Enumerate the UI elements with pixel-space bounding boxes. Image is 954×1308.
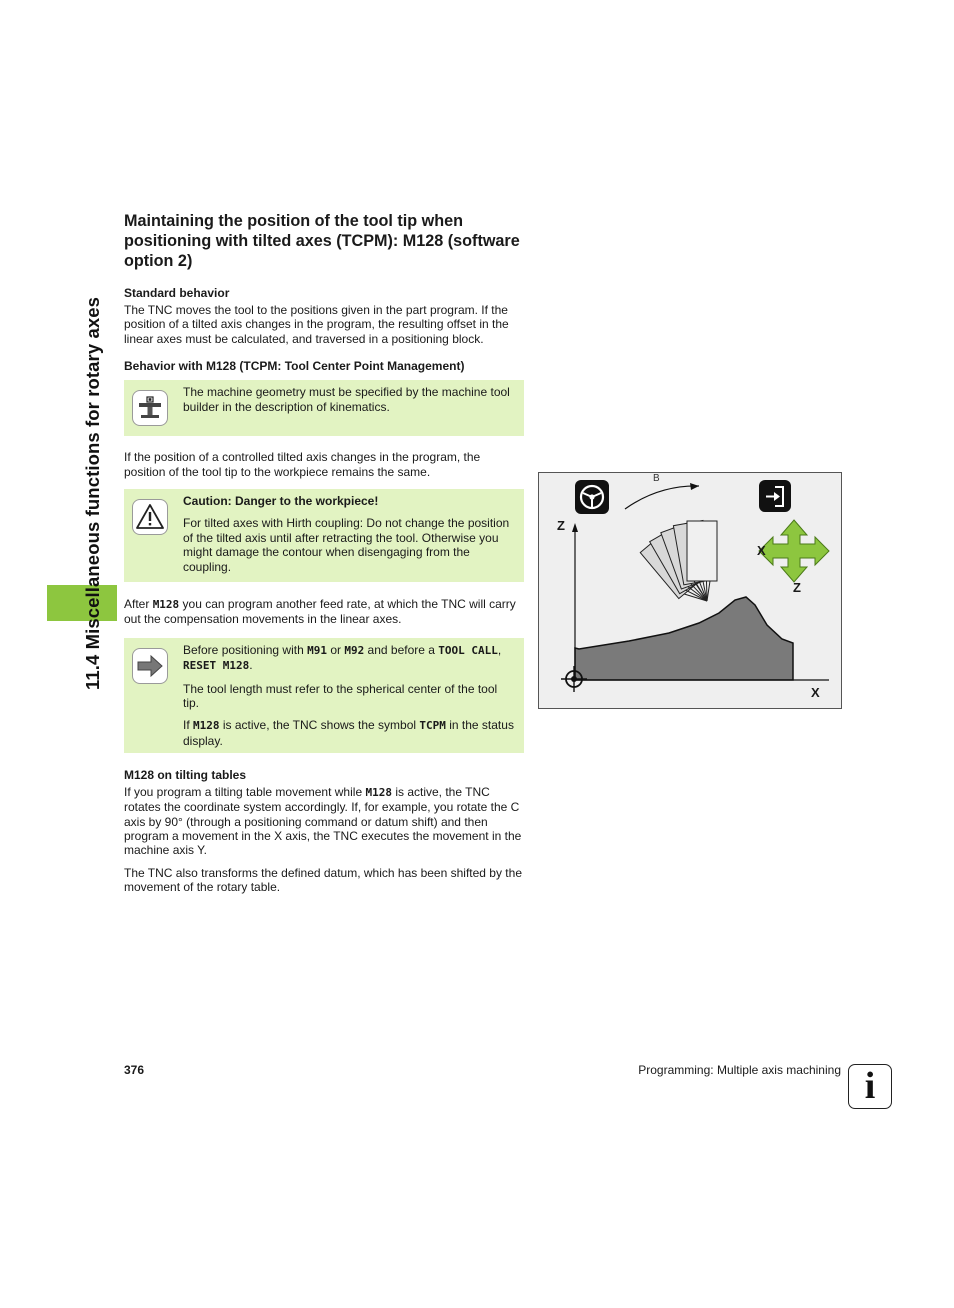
tip-tcpm-symbol: If M128 is active, the TNC shows the symbol TCPM in the status display. xyxy=(183,718,514,748)
tcpm-figure xyxy=(538,472,842,709)
code-m128: M128 xyxy=(152,598,180,612)
m128-text: If the position of a controlled tilted axis changes in the program, the position of the tool tip to the workpiece remains the same. xyxy=(124,450,481,479)
chapter-side-title: 11.4 Miscellaneous functions for rotary axes xyxy=(82,296,103,690)
section-title: Maintaining the position of the tool tip when positioning with tilted axes (TCPM): M128 (software option 2) xyxy=(124,212,520,270)
page-number: 376 xyxy=(124,1063,145,1077)
note-machine-text: The machine geometry must be specified by the machine tool builder in the description of kinematics. xyxy=(183,385,510,414)
label-b: B xyxy=(653,473,660,484)
tip-box xyxy=(124,638,524,753)
footer-chapter: Programming: Multiple axis machining xyxy=(638,1063,841,1077)
standard-heading: Standard behavior xyxy=(124,286,230,300)
program-run-icon xyxy=(759,480,791,512)
label-arrow-z: Z xyxy=(793,580,801,595)
datum-text: The TNC also transforms the defined datum, which has been shifted by the movement of the rotary table. xyxy=(124,865,522,895)
label-arrow-x: X xyxy=(757,543,766,558)
caution-box xyxy=(124,489,524,582)
tables-heading: M128 on tilting tables xyxy=(124,767,247,782)
warning-triangle-icon xyxy=(132,499,168,535)
tables-text: If you program a tilting table movement while M128 is active, the TNC rotates the coordinate system accordingly. If, for example, you rotate the C axis by 90° (through a positioning command or datum shift) and then program a movement in the X axis, the TNC executes the movement in the machine axis Y. xyxy=(124,784,522,858)
machine-builder-icon xyxy=(132,390,168,426)
info-icon: i xyxy=(848,1064,892,1109)
caution-title: Caution: Danger to the workpiece! xyxy=(183,494,379,509)
handwheel-icon xyxy=(575,480,609,514)
after-text: After M128 you can program another feed rate, at which the TNC will carry out the compensation movements in the linear axes. xyxy=(124,597,516,627)
tip-tool-length: The tool length must refer to the spherical center of the tool tip. xyxy=(183,681,498,711)
m128-heading: Behavior with M128 (TCPM: Tool Center Point Management) xyxy=(124,359,465,374)
arrow-right-icon xyxy=(132,648,168,684)
caution-text: For tilted axes with Hirth coupling: Do not change the position of the tilted axis until after retracting the tool. Otherwise you might damage the contour when disengaging from the coupling. xyxy=(183,516,510,574)
tip-positioning: Before positioning with M91 or M92 and before a TOOL CALL, RESET M128. xyxy=(183,642,502,673)
main-content xyxy=(124,211,522,903)
label-z-axis: Z xyxy=(557,518,565,533)
standard-text: The TNC moves the tool to the positions given in the part program. If the position of a tilted axis changes in the program, the resulting offset in the linear axes must be calculated, and traversed in a positioning block. xyxy=(124,303,509,346)
label-x-axis: X xyxy=(811,685,820,700)
note-machine xyxy=(124,380,524,436)
